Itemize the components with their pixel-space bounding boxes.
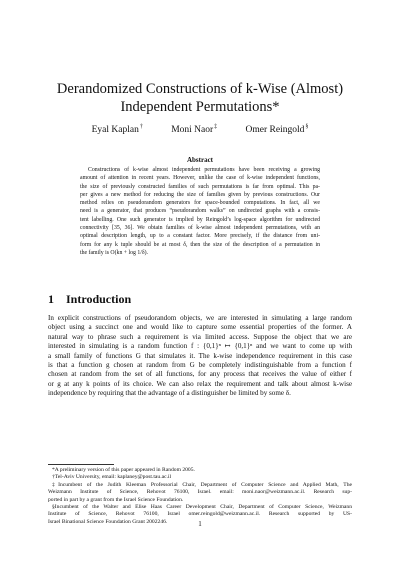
abstract-line: method relies on pseudorandom generators for space-bounded computations. In fact, all we (80, 200, 320, 207)
body-line: In explicit constructions of pseudorandom objects, we are interested in simulating a large random (48, 314, 352, 322)
body-line: chosen at random from the set of all functions, for any process that receives the value of either f (48, 370, 352, 379)
body-line: is that a function g chosen at random from G be completely indistinguishable from a function f (48, 361, 352, 370)
abstract-text (80, 166, 320, 257)
author-2 (171, 124, 217, 135)
footnote-line: †Tel-Aviv University, email: kaplaney@post.tau.ac.il (52, 474, 172, 481)
footnote-line: Weizmann Institute of Science, Rehovot 76100, Israel. email: moni.naor@weizmann.ac.il. Research sup- (48, 489, 352, 496)
footnote-line: Israel Binational Science Foundation Grant 2002246. (48, 518, 168, 525)
author-3-mark: § (305, 124, 309, 130)
author-2-mark: ‡ (214, 124, 218, 130)
body-line: or g at any k points of its choice. We can also relax the requirement and talk about almost k-wise (48, 379, 352, 388)
body-text (48, 314, 352, 399)
author-3-name: Omer Reingold (245, 125, 305, 135)
section-number: 1 (48, 292, 54, 306)
footnote-line: Institute of Science, Rehovot 76100, Israel omer.reingold@weizmann.ac.il. Research supported by US- (48, 511, 352, 518)
footnote-line: *A preliminary version of this paper appeared in Random 2005. (52, 467, 195, 473)
footnote-line: §Incumbent of the Walter and Elise Haas Career Development Chair, Department of Computer Science, Weizmann (52, 504, 352, 511)
abstract-line: tent labelling. One such generator is implied by Reingold’s log-space algorithm for undirected (80, 216, 320, 223)
page-number: 1 (198, 520, 202, 528)
abstract-line: Constructions of k-wise almost independent permutations have been receiving a growing (88, 167, 320, 173)
paper-title (40, 80, 360, 116)
author-1 (92, 124, 143, 135)
footnotes (48, 467, 352, 526)
abstract-line: per gives a new method for reducing the size of families given by previous constructions. Our (80, 191, 320, 198)
body-line: interested in simulating is a random function f : {0,1}ⁿ ↦ {0,1}ⁿ and we want to come up with (48, 342, 352, 351)
abstract-line: connectivity [35, 36]. We obtain families of k-wise almost independent permutations, with an (80, 225, 320, 232)
title-line-2: Independent Permutations* (120, 99, 280, 115)
author-2-name: Moni Naor (171, 125, 214, 135)
abstract-line: amount of attention in recent years. However, unlike the case of k-wise independent functions, (80, 175, 320, 182)
footnote-line: ported in part by a grant from the Israel Science Foundation. (48, 496, 184, 503)
footnote-rule (48, 464, 114, 465)
author-3 (246, 124, 309, 135)
body-line: object using a succinct one and would like to capture some essential properties of the former. A (48, 323, 352, 332)
abstract-line: optimal description length, up to a constant factor. More precisely, if the distance from uni- (80, 233, 320, 240)
abstract-heading: Abstract (186, 156, 214, 164)
title-line-1: Derandomized Constructions of k-Wise (Almost) (56, 81, 344, 97)
body-line: independence by requiring that the advantage of a distinguisher be limited by some δ. (48, 389, 291, 398)
section-heading (48, 292, 131, 307)
author-list (60, 124, 340, 135)
body-line: natural way to phrase such a requirement is via limited access. Suppose the object that we are (48, 332, 352, 341)
author-1-mark: † (139, 124, 143, 130)
abstract-line: need is a generator, that produces “pseudorandom walks” on undirected graphs with a consis- (80, 208, 320, 215)
section-title: Introduction (66, 292, 132, 306)
abstract-line: the size of previously constructed families of such permutations is far from optimal. This pa- (80, 183, 320, 190)
footnote-line: ‡Incumbent of the Judith Kleeman Professorial Chair, Department of Computer Science and Applied Math, The (52, 481, 352, 488)
author-1-name: Eyal Kaplan (91, 125, 139, 135)
body-line: a small family of functions G that simulates it. The k-wise independence requirement in this case (48, 351, 352, 360)
abstract-line: the family is O(kn + log 1/δ). (80, 249, 148, 256)
abstract-line: form for any k tuple should be at most δ, then the size of the description of a permutation in (80, 241, 320, 248)
